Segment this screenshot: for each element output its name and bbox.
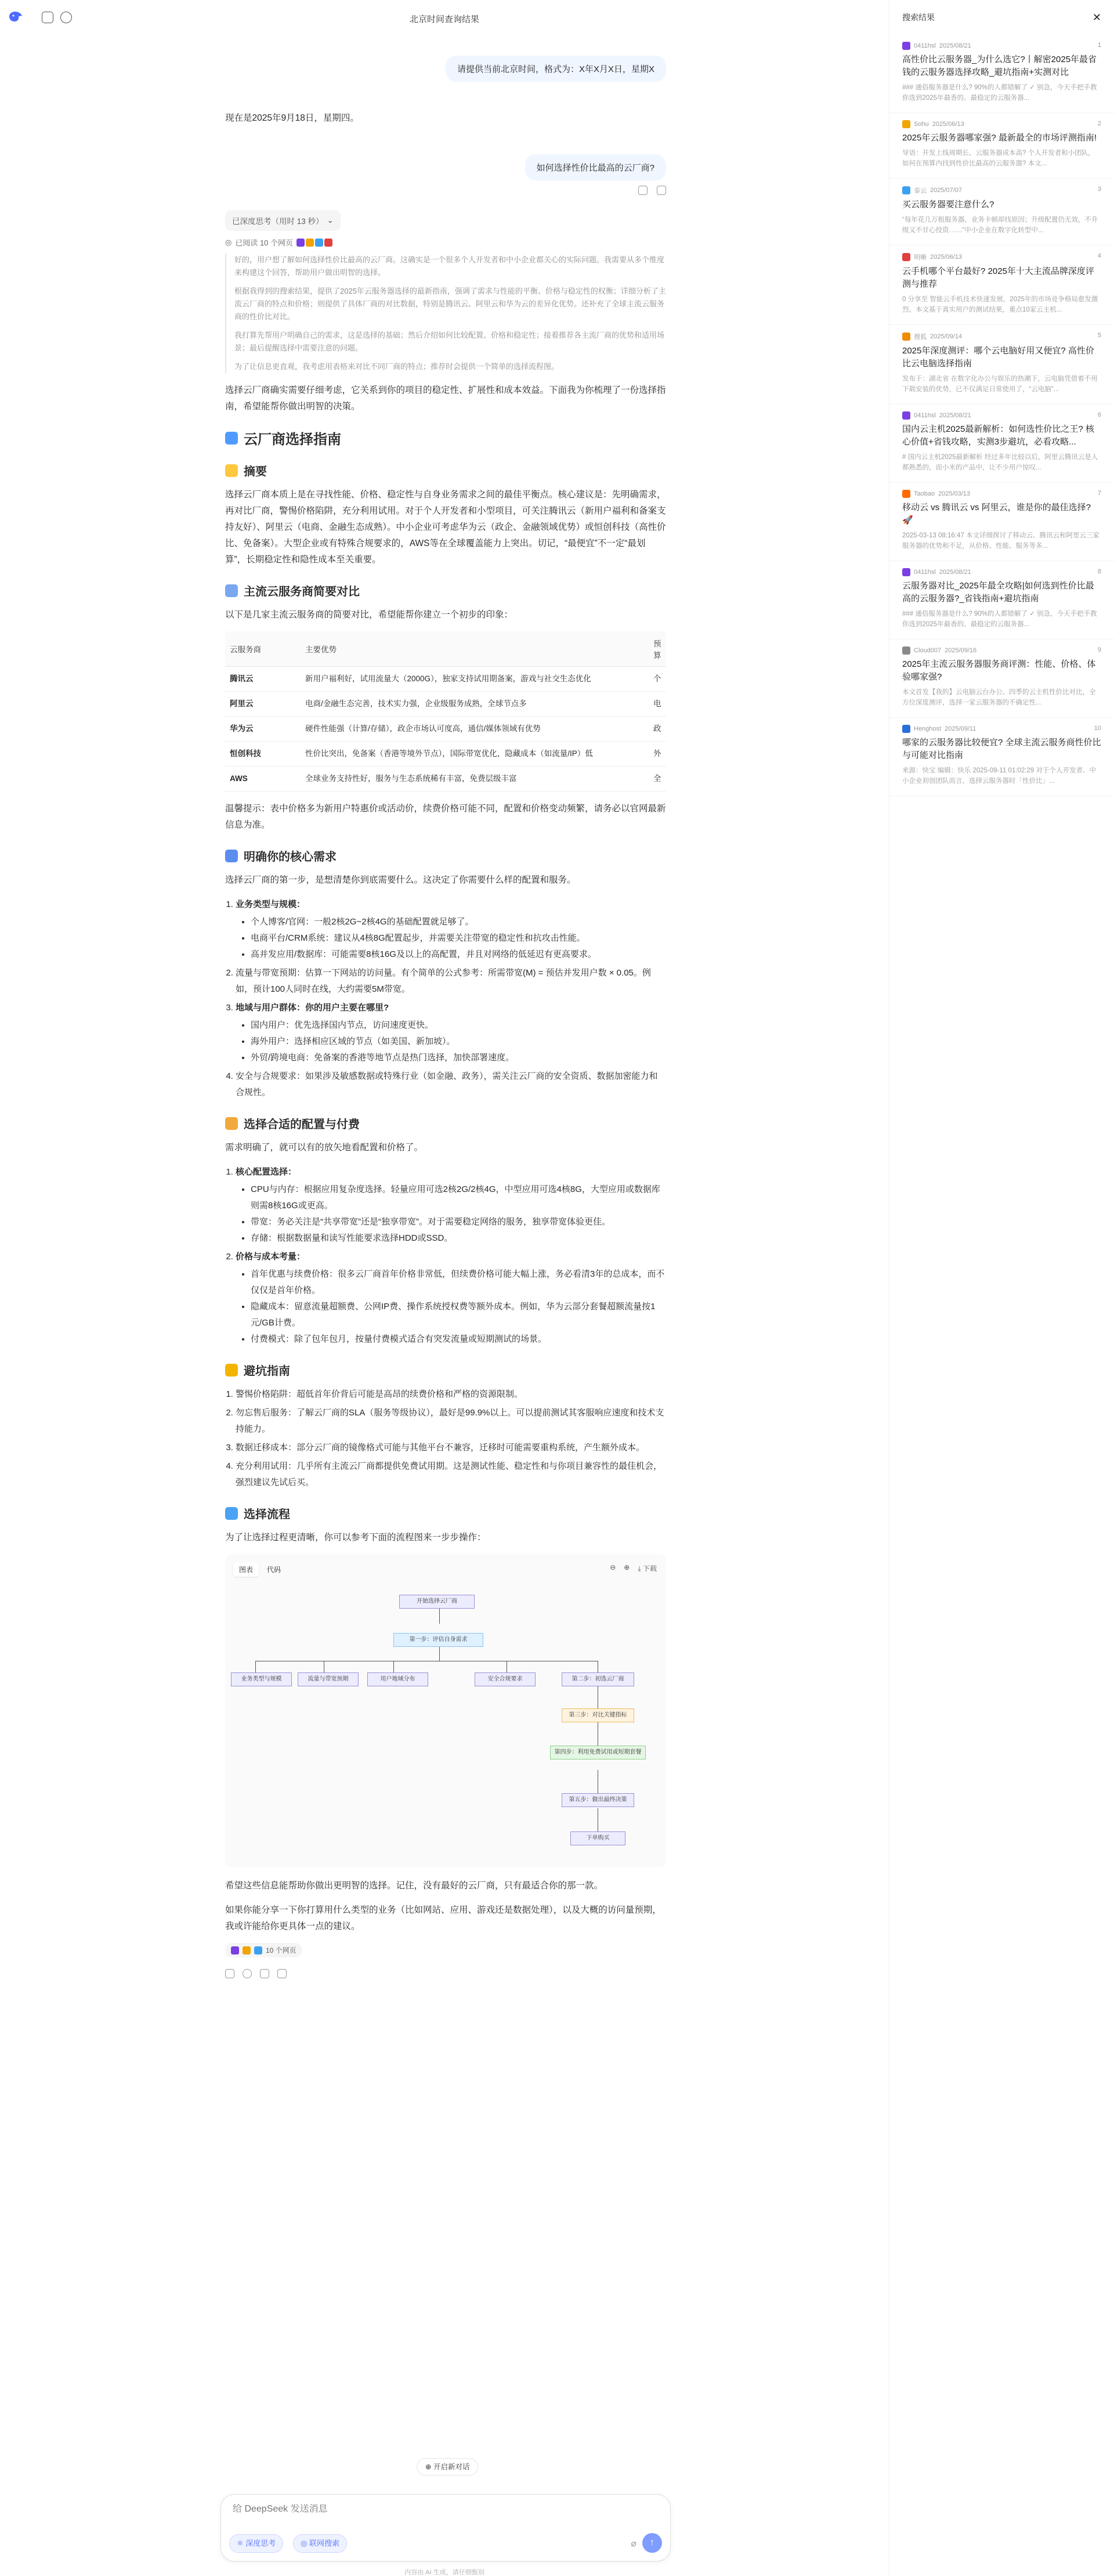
- list-item: 4. 充分利用试用：几乎所有主流云厂商都提供免费试用期。这是测试性能、稳定性和与你项目兼容性的最佳机会，强烈建议先试后买。: [236, 1458, 666, 1491]
- thumbs-up-icon[interactable]: [260, 1969, 269, 1978]
- list-item: 2. 流量与带宽预期：估算一下网站的访问量。有个简单的公式参考：所需带宽(M) = 预估并发用户数 × 0.05。例如，预计100人同时在线，大约需要5M带宽。: [236, 965, 666, 998]
- close-icon[interactable]: ✕: [1092, 11, 1101, 23]
- list-item: 4. 安全与合规要求：如果涉及敏感数据或特殊行业（如金融、政务），需关注云厂商的安全资质、数据加密能力和合规性。: [236, 1068, 666, 1101]
- list-item: 1. 警惕价格陷阱：超低首年价背后可能是高昂的续费价格和严格的资源限制。: [236, 1386, 666, 1403]
- table-row: 阿里云 电商/金融生态完善，技术实力强，企业级服务成熟，全球节点多 电: [225, 692, 666, 717]
- gear-icon: [225, 1117, 238, 1130]
- message-input[interactable]: [233, 2504, 639, 2514]
- computer-icon: [225, 432, 238, 445]
- compare-intro: 以下是几家主流云服务商的简要对比，希望能帮你建立一个初步的印象：: [225, 610, 513, 620]
- flow-node-step1: 第一步：评估自身需求: [393, 1633, 483, 1647]
- web-search-summary[interactable]: ◎ 已阅读 10 个网页: [225, 237, 666, 248]
- copy-icon[interactable]: [638, 186, 648, 195]
- send-button[interactable]: [642, 2533, 662, 2553]
- needs-list: [236, 897, 666, 1101]
- thumbs-down-icon[interactable]: [277, 1969, 287, 1978]
- user-message-actions: [225, 186, 666, 197]
- search-result-item[interactable]: Cloud007 2025/09/16 9 2025年主流云服务器服务商评测：性能、价格、体验哪家强? 本文首发【我的】云电脑云台办公、四季的云主机性价比对比，全方位深度测评，选择一家云服务器的不确定性...: [889, 640, 1114, 718]
- flow-node-step3: 第三步：对比关键指标: [562, 1708, 634, 1722]
- deep-think-toggle[interactable]: ⚛ 深度思考: [229, 2534, 283, 2553]
- list-item: 3. 地域与用户群体：你的用户主要在哪里? • 国内用户：优先选择国内节点，访问速度更快。 • 海外用户：选择相应区域的节点（如美国、新加坡）。 • 外贸/跨境电商：免备案的香港等地节点是热门选择，加快部署速度。: [236, 1000, 666, 1066]
- table-row: 华为云 硬件性能强（计算/存储），政企市场认可度高，通信/媒体领域有优势 政: [225, 717, 666, 742]
- search-result-item[interactable]: 0411hsl 2025/08/21 6 国内云主机2025最新解析：如何选性价比之王? 核心价值+省钱攻略，实测3步避坑，必看攻略... # 国内云主机2025最新解析 经过多年比较以后，阿里云腾讯云是人都熟悉的，而小米的产品中，让不少用户惊叹...: [889, 404, 1114, 483]
- flow-intro: 为了让选择过程更清晰，你可以参考下面的流程图来一步步操作：: [225, 1533, 486, 1542]
- config-list: [236, 1164, 666, 1347]
- needs-heading: 明确你的核心需求: [225, 847, 666, 864]
- sparkles-icon: [225, 464, 238, 477]
- search-result-item[interactable]: Taobao 2025/03/13 7 移动云 vs 腾讯云 vs 阿里云，谁是你的最佳选择? 🚀 2025-03-13 08:16:47 本文详细探讨了移动云、腾讯云和阿里云三家服务器的优势和不足，从价格、性能、服务等多...: [889, 483, 1114, 561]
- list-item: 2. 价格与成本考量： • 首年优惠与续费价格：很多云厂商首年价格非常低，但续费价格可能大幅上涨，务必看清3年的总成本，而不仅仅是首年价格。 • 隐藏成本：留意流量超额费、公网IP费、操作系统授权费等额外成本。例如，华为云部分套餐超额流量按1元/GB计费。 • 付费模式：除了包年包月，按量付费模式适合有突发流量或短期测试的场景。: [236, 1249, 666, 1347]
- flow-node-security: 安全合规要求: [475, 1672, 536, 1686]
- outro-paragraph-2: 如果你能分享一下你打算用什么类型的业务（比如网站、应用、游戏还是数据处理），以及大概的访问量预期，我或许能给你更具体一点的建议。: [225, 1905, 661, 1931]
- ai-disclaimer: 内容由 AI 生成，请仔细甄别: [404, 2569, 484, 2576]
- table-row: AWS 全球业务支持性好，服务与生态系统稀有丰富，免费层级丰富 全: [225, 767, 666, 792]
- flow-node-business: 业务类型与规模: [231, 1672, 292, 1686]
- flow-node-end: 下单购买: [570, 1831, 625, 1845]
- list-item: 1. 业务类型与规模： • 个人博客/官网：一般2核2G~2核4G的基础配置就足够了。 • 电商平台/CRM系统：建议从4核8G配置起步，并需要关注带宽的稳定性和抗攻击性能。 • 高并发应用/数据库：可能需要8核16G及以上的高配置，并且对网络的低延迟有更高要求。: [236, 897, 666, 963]
- paperclip-icon[interactable]: ⌀: [631, 2539, 636, 2549]
- flow-heading: 选择流程: [225, 1505, 666, 1522]
- download-button[interactable]: ⤓ 下载: [638, 1565, 657, 1573]
- warning-icon: [225, 1364, 238, 1376]
- zoom-in-icon[interactable]: ⊕: [624, 1563, 630, 1571]
- sources-chip[interactable]: 10 个网页: [225, 1943, 302, 1957]
- list-item: 2. 勿忘售后服务：了解云厂商的SLA（服务等级协议），最好是99.9%以上。可以提前测试其客服响应速度和技术支持能力。: [236, 1405, 666, 1437]
- download-icon: ⤓: [638, 1565, 643, 1573]
- user-message-1: 请提供当前北京时间，格式为：X年X月X日，星期X: [225, 56, 666, 81]
- thinking-label: 已深度思考（用时 13 秒）: [232, 217, 324, 226]
- chat-title: 北京时间查询结果: [409, 14, 479, 24]
- tab-code[interactable]: 代码: [267, 1566, 281, 1574]
- search-results-panel: [889, 0, 1114, 2576]
- tab-graph[interactable]: 图表: [233, 1562, 259, 1577]
- assistant-answer-2: [225, 210, 666, 1978]
- search-panel-title: 搜索结果: [902, 13, 935, 22]
- zoom-out-icon[interactable]: ⊖: [610, 1563, 616, 1571]
- diagram-tabs: [233, 1562, 287, 1577]
- list-item: 1. 核心配置选择： • CPU与内存：根据应用复杂度选择。轻量应用可选2核2G/2核4G，中型应用可选4核8G，大型应用或数据库则需8核16G或更高。 • 带宽：务必关注是“共享带宽”还是“独享带宽”。对于需要稳定网络的服务，独享带宽体验更佳。 • 存储：根据数据量和读写性能要求选择HDD或SSD。: [236, 1164, 666, 1247]
- table-row: 恒创科技 性价比突出，免备案（香港等境外节点），国际带宽优化，隐藏成本（如流量/IP）低 外: [225, 742, 666, 767]
- flow-node-region: 用户地域分布: [367, 1672, 428, 1686]
- summary-text: 选择云厂商本质上是在寻找性能、价格、稳定性与自身业务需求之间的最佳平衡点。核心建议是：先明确需求，再对比厂商，警惕价格陷阱，充分利用试用。对于个人开发者和小型项目，可关注腾讯云（新用户福利和备案支持友好）、阿里云（电商、金融生态成熟）。中小企业可考虑华为云（政企、金融领域优势）或恒创科技（高性价比、免备案）。大型企业或有特殊合规要求的，AWS等在全球覆盖能力上突出。切记，“最便宜”不一定“最划算”，长期稳定性和隐性成本至关重要。: [225, 490, 666, 565]
- pitfalls-list: [236, 1386, 666, 1491]
- plus-chat-icon: ⊕: [425, 2463, 433, 2471]
- price-note: 温馨提示：表中价格多为新用户特惠价或活动价，续费价格可能不同，配置和价格变动频繁，请务必以官网最新信息为准。: [225, 804, 666, 830]
- compare-heading: 主流云服务商简要对比: [225, 582, 666, 599]
- table-header-row: 云服务商 主要优势 预算: [225, 631, 666, 667]
- user-message-2: 如何选择性价比最高的云厂商?: [225, 154, 666, 180]
- intro-paragraph: 选择云厂商确实需要仔细考虑，它关系到你的项目的稳定性、扩展性和成本效益。下面我为你梳理了一份选择指南，希望能帮你做出明智的决策。: [225, 385, 666, 411]
- new-chat-button[interactable]: ⊕ 开启新对话: [417, 2458, 478, 2476]
- outro-paragraph-1: 希望这些信息能帮助你做出更明智的选择。记住，没有最好的云厂商，只有最适合你的那一款。: [225, 1881, 603, 1891]
- list-item: 3. 数据迁移成本：部分云厂商的镜像格式可能与其他平台不兼容，迁移时可能需要重构系统，产生额外成本。: [236, 1440, 666, 1456]
- chevron-down-icon: ⌄: [327, 216, 334, 225]
- message-composer: [220, 2494, 671, 2561]
- flowchart: [225, 1554, 666, 1867]
- config-heading: 选择合适的配置与付费: [225, 1115, 666, 1132]
- pitfalls-heading: 避坑指南: [225, 1361, 666, 1378]
- assistant-answer-1: 现在是2025年9月18日，星期四。: [225, 113, 359, 123]
- guide-heading: 云厂商选择指南: [225, 428, 666, 448]
- search-result-item[interactable]: 0411hsl 2025/08/21 1 高性价比云服务器_为什么选它?丨解密2025年最省钱的云服务器选择攻略_避坑指南+实测对比 ### 通俗服务器是什么? 90%的人都错解了 ✓ 别急，今天手把手教你选到2025年最香的、最稳定的云服务器...: [889, 35, 1114, 113]
- source-favicons: [296, 239, 332, 247]
- flow-node-step5: 第五步：做出最终决策: [562, 1793, 634, 1807]
- arrow-up-icon: ↑: [650, 2538, 654, 2548]
- thinking-content: 好的，用户想了解如何选择性价比最高的云厂商。这确实是一个很多个人开发者和中小企业都关心的实际问题。我需要从多个维度来构建这个回答，帮助用户做出明智的选择。 根据我得到的搜索结果，提供了2025年云服务器选择的最新指南，强调了需求与性能的平衡、价格与稳定性的权衡；详细分析了主流云厂商的特点和价格；则提供了具体厂商的对比数据，特别是腾讯云、阿里云和华为云的差异化优势。还补充了全球主流云服务商的性价比对比。 我打算先帮用户明确自己的需求，这是选择的基础；然后介绍如何比较配置、价格和稳定性；接着推荐各主流厂商的优势和适用场景；最后提醒选择中需要注意的问题。 为了让信息更直观，我考虑用表格来对比不同厂商的特点；推荐时会提供一个简单的选择流程图。: [225, 254, 666, 373]
- flow-node-traffic: 流量与带宽预期: [298, 1672, 359, 1686]
- chart-icon: [225, 584, 238, 597]
- answer-actions: [225, 1969, 666, 1978]
- summary-heading: 摘要: [225, 462, 666, 479]
- globe-icon: ◎: [225, 237, 232, 247]
- edit-icon[interactable]: [657, 186, 666, 195]
- table-row: 腾讯云 新用户福利好，试用流量大（2000G），独家支持试用期备案，游戏与社交生态优化 个: [225, 667, 666, 692]
- magnifier-icon: [225, 850, 238, 862]
- search-result-item[interactable]: 明晰 2025/06/13 4 云手机哪个平台最好? 2025年十大主流品牌深度评测与推荐 0 分享至 智能云手机技术快速发展，2025年的市场竞争格局愈发激烈。本文基于真实用户的测试结果，重点10家云主机...: [889, 245, 1114, 325]
- search-result-item[interactable]: Sohu 2025/06/13 2 2025年云服务器哪家强? 最新最全的市场评测指南! 导语：开发上线周期长、云服务器成本高? 个人开发者和小团队，如何在预算内找到性价比最高的云服务器? 本文...: [889, 113, 1114, 179]
- flow-node-start: 开始选择云厂商: [399, 1595, 475, 1609]
- needs-intro: 选择云厂商的第一步，是想清楚你到底需要什么。这决定了你需要什么样的配置和服务。: [225, 875, 576, 885]
- copy-icon[interactable]: [225, 1969, 234, 1978]
- search-result-item[interactable]: Henghost 2025/09/11 10 哪家的云服务器比较便宜? 全球主流云服务商性价比与可能对比指南 来源：快宝 编辑：快乐 2025-09-11 01:02:29 对于个人开发者、中小企业初创团队而言，选择云服务器时「性价比」...: [889, 718, 1114, 796]
- atom-icon: ⚛: [237, 2539, 246, 2548]
- diamond-icon: [225, 1507, 238, 1520]
- search-result-item[interactable]: 0411hsl 2025/08/21 8 云服务器对比_2025年最全攻略|如何选到性价比最高的云服务器?_省钱指南+避坑指南 ### 通俗服务器是什么? 90%的人都错解了 ✓ 别急，今天手把手教你选到2025年最香的、最稳定的云服务器...: [889, 561, 1114, 640]
- regenerate-icon[interactable]: [243, 1969, 252, 1978]
- web-search-toggle[interactable]: ◎ 联网搜索: [293, 2534, 347, 2553]
- vendor-compare-table: [225, 631, 666, 792]
- flow-node-step4: 第四步：利用免费试用或短期套餐: [550, 1746, 646, 1760]
- search-result-item[interactable]: 搜狐 2025/09/14 5 2025年深度测评：哪个云电脑好用又便宜? 高性价比云电脑选择指南 发布于：湖北省 在数字化办公与娱乐的热潮下，云电脑凭借着不用下载安装的优势，已不仅满足日常使用了，“云电脑”...: [889, 325, 1114, 404]
- search-panel-header: [889, 0, 1114, 35]
- config-intro: 需求明确了，就可以有的放矢地看配置和价格了。: [225, 1143, 424, 1152]
- search-results-list: [889, 35, 1114, 796]
- thinking-toggle[interactable]: [225, 210, 341, 231]
- search-result-item[interactable]: 泰云 2025/07/07 3 买云服务器要注意什么? “每年花几万租服务器，业务卡顿却找原因；升级配置仍无效，不升级又不甘心投资……”中小企业在数字化转型中...: [889, 179, 1114, 245]
- flow-node-step2: 第二步：初选云厂商: [562, 1672, 634, 1686]
- globe-icon: ◎: [301, 2539, 309, 2548]
